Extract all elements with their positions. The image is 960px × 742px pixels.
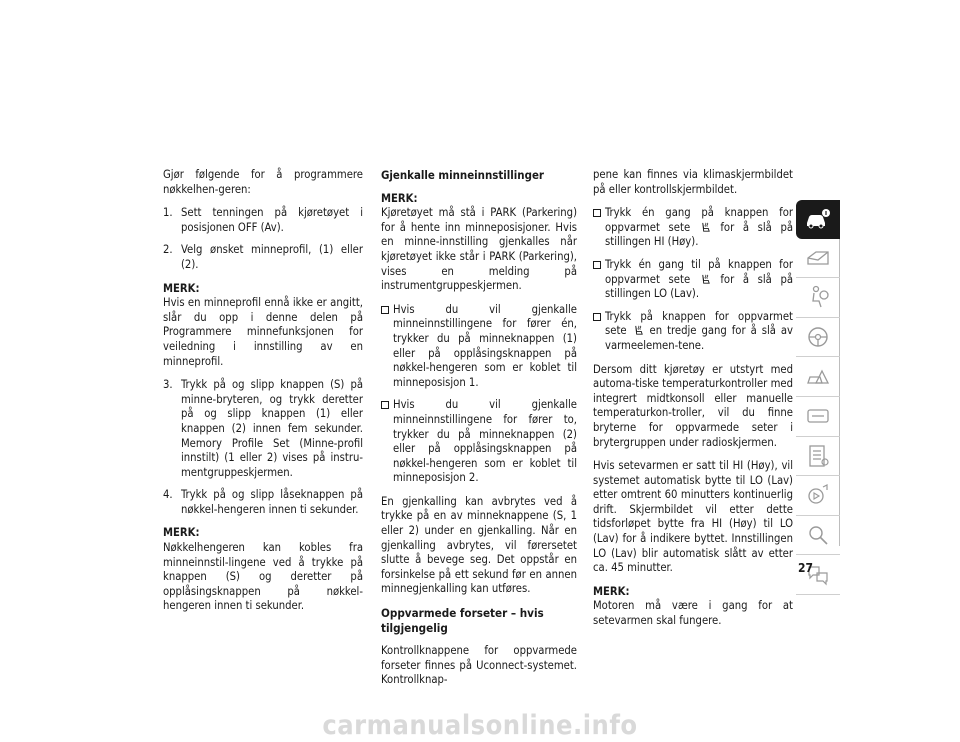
note-body: Nøkkelhengeren kan kobles fra minneinnstil-lingene ved å trykke på knappen (S) og deretter på opplåsingsknappen på nøkkel-hengeren innen ti sekunder. [163, 541, 363, 613]
column-middle [381, 168, 577, 697]
note-title: MERK: [163, 526, 200, 540]
step-item [163, 378, 363, 480]
car-info-icon [804, 205, 832, 233]
note-body: Kjøretøyet må stå i PARK (Parkering) for å hente inn minneposisjoner. Hvis en minne-innstilling gjenkalles når kjøretøyet ikke står i PARK (Parkering), vises en melding på instrumentgruppeskjermen. [381, 206, 577, 293]
intro-text: Gjør følgende for å programmere nøkkelhen-geren: [163, 168, 363, 196]
tab-emergency[interactable] [796, 357, 840, 397]
list-item [593, 206, 793, 250]
multimedia-icon [804, 481, 832, 509]
step-text: Trykk på og slipp låseknappen på nøkkel-hengeren innen ti sekunder. [181, 488, 363, 516]
heading-heated-seats: Oppvarmede forseter – hvis tilgjengelig [381, 606, 544, 635]
specifications-list-icon [804, 442, 832, 470]
tab-driving[interactable] [796, 318, 840, 358]
bullet-text: en tredje gang for å slå av varmeelemen-tene. [605, 324, 794, 352]
tab-specifications[interactable] [796, 437, 840, 477]
watermark: carmanualsonline.info [322, 709, 638, 741]
heated-seat-icon [700, 274, 711, 285]
recall-bullets [381, 303, 577, 486]
step-text: Trykk på og slipp knappen (S) på minne-bryteren, og trykk deretter på og slipp knappen (1) eller knappen (2) innen fem sekunder. Memory Profile Set (Minne-profil innstilt) (1 eller 2) vises på instru-mentgruppeskjermen. [181, 378, 363, 479]
column-right [593, 168, 793, 638]
steering-wheel-icon [804, 323, 832, 351]
tab-messages[interactable] [796, 239, 840, 279]
breakdown-warning-icon [804, 363, 832, 391]
search-index-icon [804, 521, 832, 549]
checkbox-bullet-icon [593, 207, 605, 219]
note-title: MERK: [163, 281, 200, 295]
airbag-person-icon [804, 283, 832, 311]
bullet-text: Hvis du vil gjenkalle minneinnstillingene for fører to, trykker du på minneknappen (2) eller på opplåsingsknappen på nøkkel-hengeren som er koblet til minneposisjon 2. [393, 398, 577, 485]
note-title: MERK: [381, 191, 418, 205]
tab-safety[interactable] [796, 278, 840, 318]
paragraph: Kontrollknappene for oppvarmede forseter finnes på Uconnect-systemet. Kontrollknap- [381, 644, 577, 687]
checkbox-bullet-icon [381, 399, 393, 411]
steps-list-b [163, 378, 363, 517]
step-number: 3. [163, 378, 173, 392]
step-number: 4. [163, 488, 173, 502]
messages-icon [804, 244, 832, 272]
steps-list-a [163, 206, 363, 272]
heading-recall-memory: Gjenkalle minneinnstillinger [381, 168, 544, 182]
note-body: Hvis en minneprofil ennå ikke er angitt, slår du opp i denne delen på Programmere minnefunksjonen for veiledning i innstilling av en minneprofil. [163, 296, 363, 368]
bullet-text: Trykk på knappen for oppvarmet sete [605, 309, 793, 338]
bullet-text: Hvis du vil gjenkalle minneinnstillingene for fører én, trykker du på minneknappen (1) eller på opplåsingsknappen på nøkkel-hengeren som er koblet til minneposisjon 1. [393, 302, 577, 389]
step-number: 2. [163, 243, 173, 257]
paragraph: Dersom ditt kjøretøy er utstyrt med automa-tiske temperaturkontroller med integrert midtkonsoll eller manuelle temperaturkon-troller, vil du finne bryterne for oppvarmede seter i brytergruppen under radioskjermen. [593, 362, 793, 449]
checkbox-bullet-icon [593, 259, 605, 271]
heated-seat-icon [700, 222, 711, 233]
step-number: 1. [163, 206, 173, 220]
tab-service[interactable] [796, 397, 840, 437]
paragraph: Hvis setevarmen er satt til HI (Høy), vil systemet automatisk bytte til LO (Lav) etter omtrent 60 minutters kontinuerlig drift. Skjermbildet vil etter dette tidsforløpet bytte fra HI (Høy) til LO (Lav) for å indikere byttet. Innstillingen LO (Lav) blir automatisk slått av etter ca. 45 minutter. [593, 459, 793, 575]
list-item [381, 398, 577, 486]
paragraph: En gjenkalling kan avbrytes ved å trykke på en av minneknappene (S, 1 eller 2) under en gjenkalling. Når en gjenkalling avbrytes, vil førersetet slutte å bevege seg. Det oppstår en forsinkelse på ett sekund før en annen minnegjenkalling kan utføres. [381, 494, 577, 596]
tab-car-info[interactable] [796, 200, 840, 239]
heated-seat-bullets [593, 206, 793, 353]
page-number: 27 [798, 561, 814, 575]
step-text: Sett tenningen på kjøretøyet i posisjonen OFF (Av). [181, 206, 363, 234]
bullet-text: Trykk én gang på knappen for oppvarmet sete [605, 206, 793, 234]
bullet-text: Trykk én gang til på knappen for oppvarmet sete [605, 257, 793, 286]
bullet-text: for å slå på stillingen LO (Lav). [605, 272, 794, 301]
checkbox-bullet-icon [381, 304, 393, 316]
column-left [163, 168, 363, 623]
chapter-tabs [796, 200, 840, 595]
paragraph: pene kan finnes via klimaskjermbildet på eller kontrollskjermbildet. [593, 168, 793, 196]
list-item [593, 258, 793, 302]
step-item [163, 488, 363, 517]
step-item [163, 243, 363, 272]
list-item [381, 303, 577, 391]
note-body: Motoren må være i gang for at setevarmen skal fungere. [593, 599, 793, 628]
tab-multimedia[interactable] [796, 476, 840, 516]
bullet-text: for å slå på stillingen HI (Høy). [605, 220, 794, 249]
tab-index[interactable] [796, 516, 840, 556]
list-item [593, 310, 793, 354]
step-text: Velg ønsket minneprofil, (1) eller (2). [181, 243, 363, 271]
car-service-icon [804, 402, 832, 430]
heated-seat-icon [633, 325, 644, 336]
note-title: MERK: [593, 584, 630, 598]
step-item [163, 206, 363, 235]
checkbox-bullet-icon [593, 311, 605, 323]
